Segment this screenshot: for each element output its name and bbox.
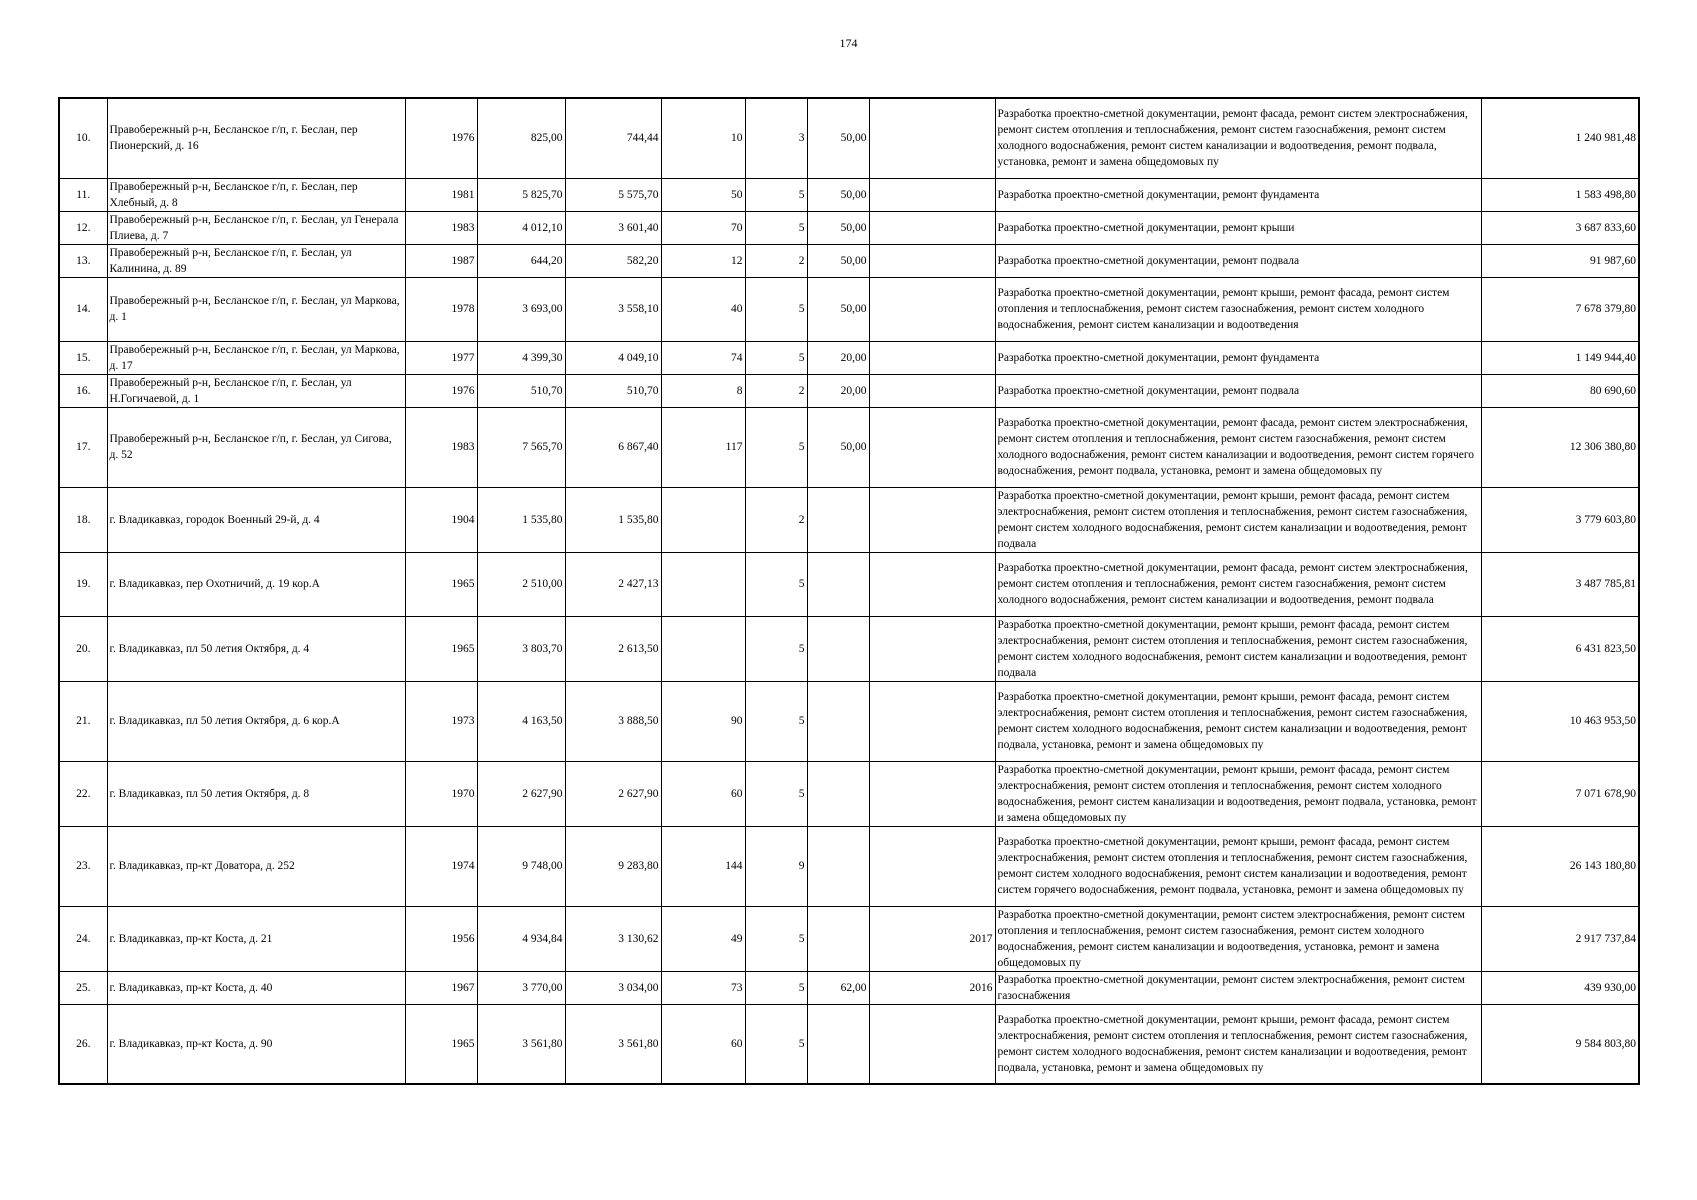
residents-cell: 60: [661, 1004, 745, 1084]
total-area-cell: 825,00: [477, 98, 565, 178]
total-area-cell: 2 510,00: [477, 552, 565, 616]
table-row: [59, 552, 1639, 616]
last-repair-year-cell: 2016: [869, 971, 995, 1004]
floors-cell: 5: [745, 616, 807, 681]
residents-cell: 144: [661, 826, 745, 906]
table-row: [59, 826, 1639, 906]
year-built-cell: 1976: [405, 98, 477, 178]
row-number: 23.: [59, 826, 107, 906]
residents-cell: [661, 552, 745, 616]
floors-cell: 3: [745, 98, 807, 178]
total-area-cell: 9 748,00: [477, 826, 565, 906]
residents-cell: [661, 616, 745, 681]
address-cell: Правобережный р-н, Бесланское г/п, г. Беслан, ул Н.Гогичаевой, д. 1: [107, 374, 405, 407]
address-cell: г. Владикавказ, пл 50 летия Октября, д. 6 кор.А: [107, 681, 405, 761]
address-cell: Правобережный р-н, Бесланское г/п, г. Беслан, пер Хлебный, д. 8: [107, 178, 405, 211]
wear-cell: [807, 761, 869, 826]
year-built-cell: 1976: [405, 374, 477, 407]
table-row: [59, 407, 1639, 487]
total-area-cell: 3 803,70: [477, 616, 565, 681]
works-cell: Разработка проектно-сметной документации, ремонт фундамента: [995, 178, 1481, 211]
residents-cell: 10: [661, 98, 745, 178]
table-row: [59, 98, 1639, 178]
last-repair-year-cell: [869, 178, 995, 211]
address-cell: Правобережный р-н, Бесланское г/п, г. Беслан, пер Пионерский, д. 16: [107, 98, 405, 178]
wear-cell: [807, 906, 869, 971]
works-cell: Разработка проектно-сметной документации, ремонт крыши: [995, 211, 1481, 244]
living-area-cell: 3 034,00: [565, 971, 661, 1004]
last-repair-year-cell: [869, 244, 995, 277]
address-cell: Правобережный р-н, Бесланское г/п, г. Беслан, ул Генерала Плиева, д. 7: [107, 211, 405, 244]
living-area-cell: 2 613,50: [565, 616, 661, 681]
cost-cell: 12 306 380,80: [1481, 407, 1639, 487]
total-area-cell: 4 399,30: [477, 341, 565, 374]
address-cell: г. Владикавказ, городок Военный 29-й, д. 4: [107, 487, 405, 552]
year-built-cell: 1983: [405, 211, 477, 244]
last-repair-year-cell: [869, 761, 995, 826]
cost-cell: 1 149 944,40: [1481, 341, 1639, 374]
floors-cell: 5: [745, 681, 807, 761]
total-area-cell: 7 565,70: [477, 407, 565, 487]
works-cell: Разработка проектно-сметной документации, ремонт систем электроснабжения, ремонт систем газоснабжения: [995, 971, 1481, 1004]
year-built-cell: 1981: [405, 178, 477, 211]
total-area-cell: 3 561,80: [477, 1004, 565, 1084]
address-cell: Правобережный р-н, Бесланское г/п, г. Беслан, ул Калинина, д. 89: [107, 244, 405, 277]
residents-cell: 8: [661, 374, 745, 407]
table-row: [59, 1004, 1639, 1084]
address-cell: г. Владикавказ, пл 50 летия Октября, д. 4: [107, 616, 405, 681]
last-repair-year-cell: [869, 407, 995, 487]
floors-cell: 5: [745, 341, 807, 374]
wear-cell: [807, 826, 869, 906]
works-cell: Разработка проектно-сметной документации, ремонт крыши, ремонт фасада, ремонт систем электроснабжения, ремонт систем отопления и теплоснабжения, ремонт систем газоснабжения, ремонт систем холодного водоснабжения, ремонт систем канализации и водоотведения, ремонт систем горячего водоснабжения, ремонт подвала, установка, ремонт и замена общедомовых пу: [995, 826, 1481, 906]
total-area-cell: 4 012,10: [477, 211, 565, 244]
wear-cell: 50,00: [807, 98, 869, 178]
wear-cell: [807, 552, 869, 616]
row-number: 20.: [59, 616, 107, 681]
cost-cell: 9 584 803,80: [1481, 1004, 1639, 1084]
living-area-cell: 2 427,13: [565, 552, 661, 616]
year-built-cell: 1974: [405, 826, 477, 906]
last-repair-year-cell: [869, 211, 995, 244]
works-cell: Разработка проектно-сметной документации, ремонт крыши, ремонт фасада, ремонт систем электроснабжения, ремонт систем отопления и теплоснабжения, ремонт систем холодного водоснабжения, ремонт систем канализации и водоотведения, ремонт подвала, установка, ремонт и замена общедомовых пу: [995, 761, 1481, 826]
wear-cell: 20,00: [807, 341, 869, 374]
address-cell: Правобережный р-н, Бесланское г/п, г. Беслан, ул Сигова, д. 52: [107, 407, 405, 487]
table-row: [59, 244, 1639, 277]
year-built-cell: 1965: [405, 552, 477, 616]
works-cell: Разработка проектно-сметной документации, ремонт крыши, ремонт фасада, ремонт систем электроснабжения, ремонт систем отопления и теплоснабжения, ремонт систем газоснабжения, ремонт систем холодного водоснабжения, ремонт систем канализации и водоотведения, ремонт подвала, установка, ремонт и замена общедомовых пу: [995, 1004, 1481, 1084]
last-repair-year-cell: 2017: [869, 906, 995, 971]
year-built-cell: 1978: [405, 277, 477, 341]
table-row: [59, 971, 1639, 1004]
living-area-cell: 1 535,80: [565, 487, 661, 552]
address-cell: г. Владикавказ, пр-кт Коста, д. 21: [107, 906, 405, 971]
table-row: [59, 906, 1639, 971]
last-repair-year-cell: [869, 681, 995, 761]
total-area-cell: 3 693,00: [477, 277, 565, 341]
cost-cell: 26 143 180,80: [1481, 826, 1639, 906]
year-built-cell: 1967: [405, 971, 477, 1004]
cost-cell: 1 583 498,80: [1481, 178, 1639, 211]
total-area-cell: 510,70: [477, 374, 565, 407]
cost-cell: 7 678 379,80: [1481, 277, 1639, 341]
table-row: [59, 211, 1639, 244]
floors-cell: 5: [745, 211, 807, 244]
row-number: 24.: [59, 906, 107, 971]
works-cell: Разработка проектно-сметной документации, ремонт подвала: [995, 374, 1481, 407]
table-row: [59, 341, 1639, 374]
living-area-cell: 3 601,40: [565, 211, 661, 244]
living-area-cell: 744,44: [565, 98, 661, 178]
table-row: [59, 616, 1639, 681]
last-repair-year-cell: [869, 487, 995, 552]
floors-cell: 5: [745, 761, 807, 826]
living-area-cell: 3 130,62: [565, 906, 661, 971]
row-number: 16.: [59, 374, 107, 407]
cost-cell: 6 431 823,50: [1481, 616, 1639, 681]
year-built-cell: 1973: [405, 681, 477, 761]
residents-cell: 12: [661, 244, 745, 277]
wear-cell: 50,00: [807, 407, 869, 487]
row-number: 12.: [59, 211, 107, 244]
floors-cell: 5: [745, 971, 807, 1004]
table-row: [59, 761, 1639, 826]
cost-cell: 1 240 981,48: [1481, 98, 1639, 178]
floors-cell: 5: [745, 1004, 807, 1084]
page-number: 174: [839, 36, 858, 50]
table-row: [59, 277, 1639, 341]
address-cell: г. Владикавказ, пл 50 летия Октября, д. 8: [107, 761, 405, 826]
address-cell: г. Владикавказ, пер Охотничий, д. 19 кор.А: [107, 552, 405, 616]
table-row: [59, 178, 1639, 211]
cost-cell: 3 487 785,81: [1481, 552, 1639, 616]
works-cell: Разработка проектно-сметной документации, ремонт крыши, ремонт фасада, ремонт систем электроснабжения, ремонт систем отопления и теплоснабжения, ремонт систем газоснабжения, ремонт систем холодного водоснабжения, ремонт систем канализации и водоотведения, ремонт подвала, установка, ремонт и замена общедомовых пу: [995, 681, 1481, 761]
wear-cell: [807, 1004, 869, 1084]
total-area-cell: 1 535,80: [477, 487, 565, 552]
year-built-cell: 1987: [405, 244, 477, 277]
row-number: 14.: [59, 277, 107, 341]
floors-cell: 5: [745, 178, 807, 211]
total-area-cell: 644,20: [477, 244, 565, 277]
wear-cell: 50,00: [807, 211, 869, 244]
last-repair-year-cell: [869, 826, 995, 906]
address-cell: г. Владикавказ, пр-кт Коста, д. 40: [107, 971, 405, 1004]
floors-cell: 2: [745, 374, 807, 407]
table-row: [59, 374, 1639, 407]
residents-cell: 50: [661, 178, 745, 211]
wear-cell: 50,00: [807, 244, 869, 277]
wear-cell: 50,00: [807, 277, 869, 341]
living-area-cell: 3 561,80: [565, 1004, 661, 1084]
residents-cell: [661, 487, 745, 552]
living-area-cell: 9 283,80: [565, 826, 661, 906]
living-area-cell: 3 888,50: [565, 681, 661, 761]
floors-cell: 5: [745, 552, 807, 616]
row-number: 17.: [59, 407, 107, 487]
residents-cell: 117: [661, 407, 745, 487]
works-cell: Разработка проектно-сметной документации, ремонт крыши, ремонт фасада, ремонт систем электроснабжения, ремонт систем отопления и теплоснабжения, ремонт систем газоснабжения, ремонт систем холодного водоснабжения, ремонт систем канализации и водоотведения, ремонт подвала: [995, 616, 1481, 681]
year-built-cell: 1983: [405, 407, 477, 487]
cost-cell: 91 987,60: [1481, 244, 1639, 277]
total-area-cell: 3 770,00: [477, 971, 565, 1004]
total-area-cell: 4 934,84: [477, 906, 565, 971]
floors-cell: 5: [745, 277, 807, 341]
total-area-cell: 4 163,50: [477, 681, 565, 761]
total-area-cell: 5 825,70: [477, 178, 565, 211]
year-built-cell: 1965: [405, 1004, 477, 1084]
residents-cell: 60: [661, 761, 745, 826]
works-cell: Разработка проектно-сметной документации, ремонт фундамента: [995, 341, 1481, 374]
living-area-cell: 5 575,70: [565, 178, 661, 211]
cost-cell: 2 917 737,84: [1481, 906, 1639, 971]
row-number: 13.: [59, 244, 107, 277]
wear-cell: 50,00: [807, 178, 869, 211]
residents-cell: 40: [661, 277, 745, 341]
row-number: 15.: [59, 341, 107, 374]
residents-cell: 90: [661, 681, 745, 761]
row-number: 19.: [59, 552, 107, 616]
cost-cell: 7 071 678,90: [1481, 761, 1639, 826]
year-built-cell: 1965: [405, 616, 477, 681]
living-area-cell: 2 627,90: [565, 761, 661, 826]
floors-cell: 9: [745, 826, 807, 906]
floors-cell: 5: [745, 407, 807, 487]
wear-cell: 62,00: [807, 971, 869, 1004]
year-built-cell: 1904: [405, 487, 477, 552]
works-cell: Разработка проектно-сметной документации, ремонт фасада, ремонт систем электроснабжения, ремонт систем отопления и теплоснабжения, ремонт систем газоснабжения, ремонт систем холодного водоснабжения, ремонт систем канализации и водоотведения, ремонт подвала: [995, 552, 1481, 616]
table-row: [59, 487, 1639, 552]
floors-cell: 5: [745, 906, 807, 971]
row-number: 26.: [59, 1004, 107, 1084]
year-built-cell: 1956: [405, 906, 477, 971]
residents-cell: 73: [661, 971, 745, 1004]
works-cell: Разработка проектно-сметной документации, ремонт подвала: [995, 244, 1481, 277]
wear-cell: [807, 681, 869, 761]
repair-program-table: [58, 97, 1640, 1085]
wear-cell: 20,00: [807, 374, 869, 407]
living-area-cell: 582,20: [565, 244, 661, 277]
residents-cell: 74: [661, 341, 745, 374]
cost-cell: 80 690,60: [1481, 374, 1639, 407]
cost-cell: 3 779 603,80: [1481, 487, 1639, 552]
floors-cell: 2: [745, 487, 807, 552]
last-repair-year-cell: [869, 374, 995, 407]
row-number: 18.: [59, 487, 107, 552]
works-cell: Разработка проектно-сметной документации, ремонт фасада, ремонт систем электроснабжения, ремонт систем отопления и теплоснабжения, ремонт систем газоснабжения, ремонт систем холодного водоснабжения, ремонт систем канализации и водоотведения, ремонт систем горячего водоснабжения, ремонт подвала, установка, ремонт и замена общедомовых пу: [995, 407, 1481, 487]
row-number: 10.: [59, 98, 107, 178]
last-repair-year-cell: [869, 98, 995, 178]
row-number: 22.: [59, 761, 107, 826]
row-number: 21.: [59, 681, 107, 761]
last-repair-year-cell: [869, 1004, 995, 1084]
last-repair-year-cell: [869, 616, 995, 681]
row-number: 11.: [59, 178, 107, 211]
address-cell: г. Владикавказ, пр-кт Коста, д. 90: [107, 1004, 405, 1084]
table-row: [59, 681, 1639, 761]
residents-cell: 70: [661, 211, 745, 244]
year-built-cell: 1977: [405, 341, 477, 374]
cost-cell: 439 930,00: [1481, 971, 1639, 1004]
total-area-cell: 2 627,90: [477, 761, 565, 826]
living-area-cell: 510,70: [565, 374, 661, 407]
cost-cell: 10 463 953,50: [1481, 681, 1639, 761]
table-body: [59, 98, 1639, 1084]
row-number: 25.: [59, 971, 107, 1004]
year-built-cell: 1970: [405, 761, 477, 826]
residents-cell: 49: [661, 906, 745, 971]
works-cell: Разработка проектно-сметной документации, ремонт крыши, ремонт фасада, ремонт систем электроснабжения, ремонт систем отопления и теплоснабжения, ремонт систем газоснабжения, ремонт систем холодного водоснабжения, ремонт систем канализации и водоотведения, ремонт подвала: [995, 487, 1481, 552]
last-repair-year-cell: [869, 277, 995, 341]
living-area-cell: 3 558,10: [565, 277, 661, 341]
wear-cell: [807, 487, 869, 552]
last-repair-year-cell: [869, 552, 995, 616]
address-cell: г. Владикавказ, пр-кт Доватора, д. 252: [107, 826, 405, 906]
wear-cell: [807, 616, 869, 681]
address-cell: Правобережный р-н, Бесланское г/п, г. Беслан, ул Маркова, д. 1: [107, 277, 405, 341]
living-area-cell: 4 049,10: [565, 341, 661, 374]
works-cell: Разработка проектно-сметной документации, ремонт крыши, ремонт фасада, ремонт систем отопления и теплоснабжения, ремонт систем газоснабжения, ремонт систем холодного водоснабжения, ремонт систем канализации и водоотведения: [995, 277, 1481, 341]
floors-cell: 2: [745, 244, 807, 277]
works-cell: Разработка проектно-сметной документации, ремонт систем электроснабжения, ремонт систем отопления и теплоснабжения, ремонт систем газоснабжения, ремонт систем холодного водоснабжения, ремонт систем канализации и водоотведения, установка, ремонт и замена общедомовых пу: [995, 906, 1481, 971]
living-area-cell: 6 867,40: [565, 407, 661, 487]
works-cell: Разработка проектно-сметной документации, ремонт фасада, ремонт систем электроснабжения, ремонт систем отопления и теплоснабжения, ремонт систем газоснабжения, ремонт систем холодного водоснабжения, ремонт систем канализации и водоотведения, ремонт подвала, установка, ремонт и замена общедомовых пу: [995, 98, 1481, 178]
address-cell: Правобережный р-н, Бесланское г/п, г. Беслан, ул Маркова, д. 17: [107, 341, 405, 374]
last-repair-year-cell: [869, 341, 995, 374]
cost-cell: 3 687 833,60: [1481, 211, 1639, 244]
